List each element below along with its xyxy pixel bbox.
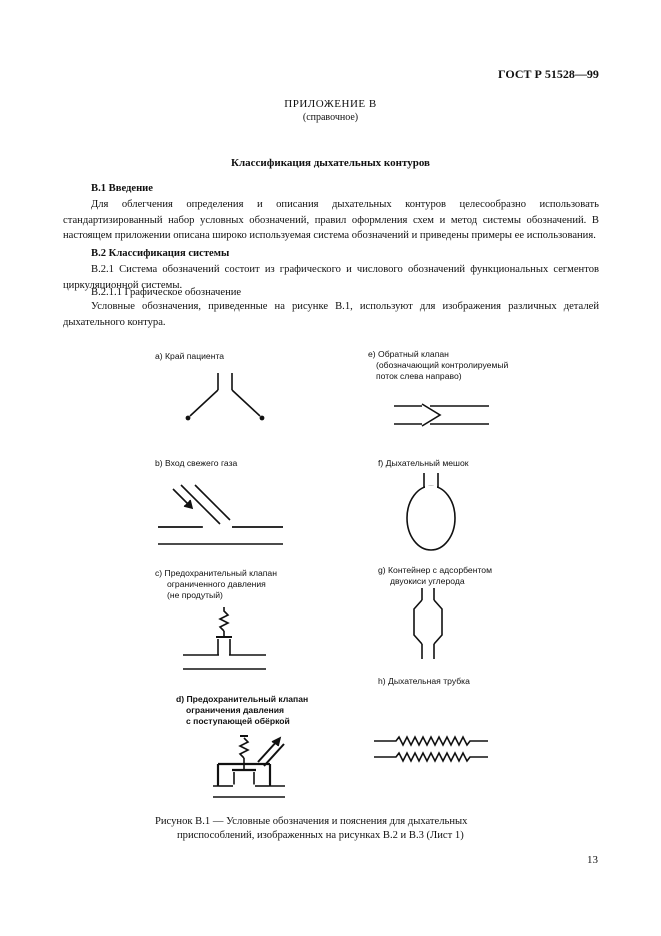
label-g-line2: двуокиси углерода [390, 576, 465, 586]
label-c-line2: ограниченного давления [167, 579, 266, 589]
label-g-line1: g) Контейнер с адсорбентом [378, 565, 492, 575]
b2-paragraph-1: В.2.1 Система обозначений состоит из графического и числового обозначений функциональных сегментов циркуляционной системы. [63, 264, 599, 291]
standard-number: ГОСТ Р 51528—99 [498, 67, 599, 81]
appendix-title: ПРИЛОЖЕНИЕ В [284, 98, 377, 110]
label-d-line3: с поступающей обёркой [186, 716, 290, 726]
symbol-reservoir-bag-gap [400, 468, 470, 558]
label-a: a) Край пациента [155, 351, 225, 361]
symbol-co2-absorber [408, 585, 458, 665]
page-number: 13 [587, 854, 598, 866]
appendix-subtitle: (справочное) [302, 112, 359, 123]
label-f: f) Дыхательный мешок [378, 458, 469, 468]
label-h: h) Дыхательная трубка [378, 676, 470, 686]
label-d-line1: d) Предохранительный клапан [176, 694, 309, 704]
symbol-patient-end [180, 370, 270, 430]
symbol-relief-valve-scavenging-gap [210, 732, 290, 802]
symbol-relief-valve-gap [180, 605, 270, 670]
b2-heading: В.2 Классификация системы [91, 248, 230, 259]
symbol-fresh-gas-gap [155, 480, 285, 550]
label-b: b) Вход свежего газа [155, 458, 238, 468]
b2-paragraph-2: В.2.1.1 Графическое обозначение [91, 287, 242, 298]
label-e-line2: (обозначающий контролируемый [376, 360, 509, 370]
section-title: Классификация дыхательных контуров [231, 157, 430, 169]
label-e-line3: поток слева направо) [376, 371, 462, 381]
label-d-line2: ограничения давления [186, 705, 284, 715]
label-c-line3: (не продутый) [167, 590, 223, 600]
symbol-breathing-tube [372, 734, 492, 764]
figure-caption-line2: приспособлений, изображенных на рисунках В.2 и В.3 (Лист 1) [177, 830, 464, 841]
b1-heading: В.1 Введение [91, 183, 153, 194]
label-c-line1: c) Предохранительный клапан [155, 568, 277, 578]
figure-caption-line1: Рисунок В.1 — Условные обозначения и пояснения для дыхательных [155, 816, 468, 827]
b1-text: Для облегчения определения и описания дыхательных контуров целесообразно использовать стандартизированный набор условных обозначений, правил оформления схем и метод системы обозначений. В настоящем приложении описана широко используемая система обозначений и приведены примеры ее использования. [63, 199, 599, 241]
symbol-one-way-valve [392, 398, 492, 433]
b2-paragraph-3: Условные обозначения, приведенные на рисунке В.1, используют для изображения различных деталей дыхательного контура. [63, 301, 599, 328]
label-e-line1: е) Обратный клапан [368, 349, 449, 359]
